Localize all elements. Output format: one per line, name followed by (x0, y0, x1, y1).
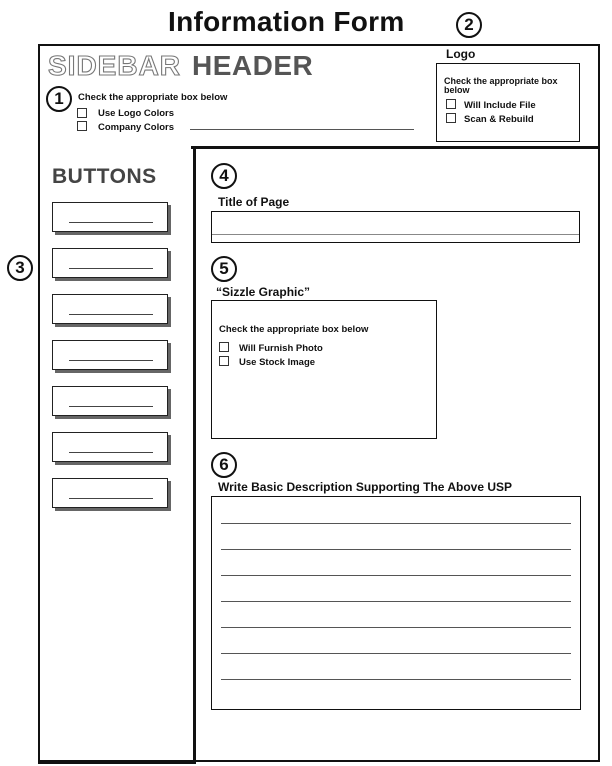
use-stock-image-checkbox[interactable] (219, 356, 229, 366)
header-word: HEADER (192, 50, 314, 81)
title-of-page-label: Title of Page (218, 195, 290, 209)
section-marker-2: 2 (456, 12, 482, 38)
use-logo-colors-label: Use Logo Colors (98, 108, 175, 119)
logo-instruction-line2: below (444, 85, 470, 95)
title-write-line (212, 234, 579, 235)
description-line (221, 549, 571, 550)
button-write-line (69, 452, 153, 453)
will-include-file-label: Will Include File (464, 100, 536, 111)
header-divider (191, 146, 600, 149)
use-logo-colors-checkbox[interactable] (77, 108, 87, 118)
will-include-file-checkbox[interactable] (446, 99, 456, 109)
sidebar-button-4[interactable] (52, 340, 168, 370)
sidebar-button-7[interactable] (52, 478, 168, 508)
sidebar-button-6[interactable] (52, 432, 168, 462)
will-furnish-photo-label: Will Furnish Photo (239, 343, 323, 354)
use-stock-image-label: Use Stock Image (239, 357, 316, 368)
will-furnish-photo-checkbox[interactable] (219, 342, 229, 352)
description-line (221, 679, 571, 680)
button-write-line (69, 406, 153, 407)
sizzle-graphic-box (211, 300, 437, 439)
section-marker-3: 3 (7, 255, 33, 281)
section-marker-6: 6 (211, 452, 237, 478)
description-line (221, 627, 571, 628)
logo-label: Logo (446, 47, 476, 61)
button-write-line (69, 498, 153, 499)
sidebar-button-1[interactable] (52, 202, 168, 232)
title-of-page-field[interactable] (211, 211, 580, 243)
company-colors-label: Company Colors (98, 122, 175, 133)
description-line (221, 575, 571, 576)
company-colors-checkbox[interactable] (77, 121, 87, 131)
scan-rebuild-label: Scan & Rebuild (464, 114, 534, 125)
section-marker-5: 5 (211, 256, 237, 282)
description-line (221, 601, 571, 602)
button-write-line (69, 268, 153, 269)
sidebar-button-2[interactable] (52, 248, 168, 278)
buttons-label: BUTTONS (52, 165, 157, 188)
description-box[interactable] (211, 496, 581, 710)
company-colors-write-line[interactable] (190, 129, 414, 130)
description-label: Write Basic Description Supporting The Above USP (218, 480, 513, 494)
header-instruction: Check the appropriate box below (78, 92, 228, 103)
button-write-line (69, 360, 153, 361)
scan-rebuild-checkbox[interactable] (446, 113, 456, 123)
description-line (221, 653, 571, 654)
section-marker-4: 4 (211, 163, 237, 189)
form-title: Information Form (168, 6, 405, 37)
sizzle-instruction: Check the appropriate box below (219, 324, 369, 335)
sidebar-button-5[interactable] (52, 386, 168, 416)
section-marker-1: 1 (46, 86, 72, 112)
sidebar-button-3[interactable] (52, 294, 168, 324)
button-write-line (69, 222, 153, 223)
logo-instruction-line1: Check the appropriate box (444, 76, 558, 86)
sizzle-graphic-label: “Sizzle Graphic” (216, 285, 311, 299)
description-line (221, 523, 571, 524)
sidebar-word: SIDEBAR (48, 50, 182, 81)
button-write-line (69, 314, 153, 315)
